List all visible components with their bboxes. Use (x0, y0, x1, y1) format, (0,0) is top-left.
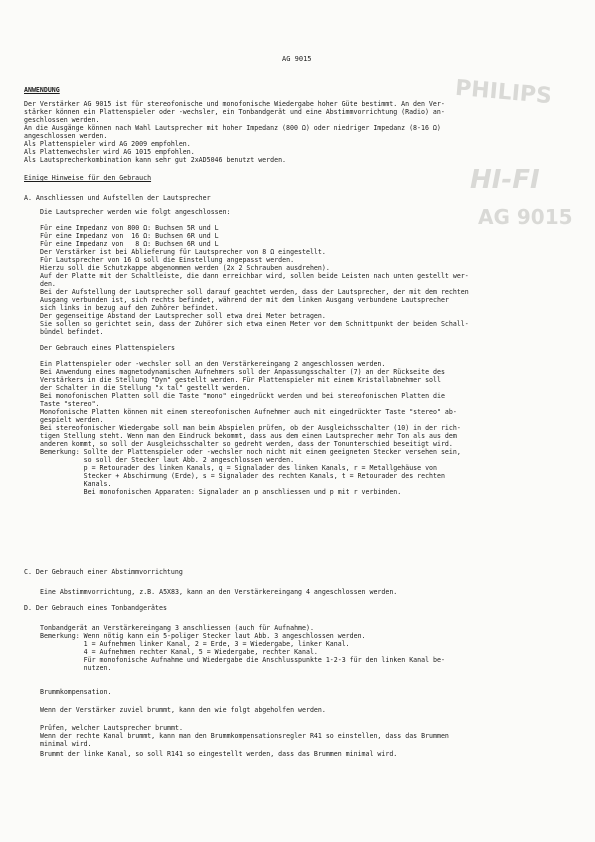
text-line: nutzen. (40, 664, 112, 672)
text-line: Für Lautsprecher von 16 Ω soll die Einstellung angepasst werden. (40, 256, 295, 264)
text-line: ANWENDUNG (24, 86, 60, 94)
text-line: Ausgang verbunden ist, sich rechts befindet, während der mit dem linken Ausgang verbundene Lautsprecher (40, 296, 449, 304)
text-line: Ein Plattenspieler oder -wechsler soll an den Verstärkereingang 2 angeschlossen werden. (40, 360, 386, 368)
text-line: Für eine Impedanz von 8 Ω: Buchsen 6R und L (40, 240, 219, 248)
text-line: Bemerkung: Sollte der Plattenspieler oder -wechsler noch nicht mit einem geeigneten Stecker versehen sein, (40, 448, 461, 456)
text-line: C. Der Gebrauch einer Abstimmvorrichtung (24, 568, 183, 576)
text-line: A. Anschliessen und Aufstellen der Lautsprecher (24, 194, 211, 202)
text-line: bündel befindet. (40, 328, 104, 336)
text-line: Die Lautsprecher werden wie folgt angeschlossen: (40, 208, 231, 216)
text-line: gespielt werden. (40, 416, 104, 424)
watermark-hifi: HI-FI (470, 165, 540, 195)
text-line: Brummt der linke Kanal, so soll R141 so eingestellt werden, dass das Brummen minimal wird. (40, 750, 398, 758)
text-line: Für monofonische Aufnahme und Wiedergabe die Anschlusspunkte 1-2-3 für den linken Kanal be- (40, 656, 445, 664)
text-line: Für eine Impedanz von 800 Ω: Buchsen 5R und L (40, 224, 219, 232)
text-line: Prüfen, welcher Lautsprecher brummt. (40, 724, 183, 732)
watermark-model: AG 9015 (478, 205, 573, 229)
text-line: Einige Hinweise für den Gebrauch (24, 174, 152, 182)
text-line: anderen kommt, so soll der Ausgleichsschalter so gedreht werden, dass der Tonunterschied beseitigt wird. (40, 440, 453, 448)
text-line: An die Ausgänge können nach Wahl Lautsprecher mit hoher Impedanz (800 Ω) oder niedriger Impedanz (8-16 Ω) (24, 124, 441, 132)
text-line: Wenn der Verstärker zuviel brummt, kann den wie folgt abgeholfen werden. (40, 706, 326, 714)
text-line: sich links in bezug auf den Zuhörer befindet. (40, 304, 219, 312)
text-line: tigen Stellung steht. Wenn man den Eindruck bekommt, dass aus dem einen Lautsprecher mehr Ton als aus dem (40, 432, 457, 440)
text-line: den. (40, 280, 56, 288)
text-line: Sie sollen so gerichtet sein, dass der Zuhörer sich etwa einen Meter vor dem Schnittpunkt der beiden Schall- (40, 320, 469, 328)
text-line: D. Der Gebrauch eines Tonbandgerätes (24, 604, 167, 612)
text-line: Kanals. (40, 480, 112, 488)
text-line: stärker können ein Plattenspieler oder -wechsler, ein Tonbandgerät und eine Abstimmvorrichtung (Radio) an- (24, 108, 445, 116)
text-line: Wenn der rechte Kanal brummt, kann man den Brummkompensationsregler R41 so einstellen, dass das Brummen (40, 732, 449, 740)
text-line: minimal wird. (40, 740, 92, 748)
text-line: Der Verstärker AG 9015 ist für stereofonische und monofonische Wiedergabe hoher Güte bestimmt. An den Ver- (24, 100, 445, 108)
text-line: Taste "stereo". (40, 400, 100, 408)
text-line: Für eine Impedanz von 16 Ω: Buchsen 6R und L (40, 232, 219, 240)
text-line: 4 = Aufnehmen rechter Kanal, 5 = Wiedergabe, rechter Kanal. (40, 648, 318, 656)
text-line: Der gegenseitige Abstand der Lautsprecher soll etwa drei Meter betragen. (40, 312, 326, 320)
text-line: Als Plattenwechsler wird AG 1015 empfohlen. (24, 148, 195, 156)
text-line: Brummkompensation. (40, 688, 112, 696)
text-line: Bei Anwendung eines magnetodynamischen Aufnehmers soll der Anpassungsschalter (7) an der Rückseite des (40, 368, 445, 376)
text-line: Bei stereofonischer Wiedergabe soll man beim Abspielen prüfen, ob der Ausgleichsschalter (10) in der rich- (40, 424, 461, 432)
text-line: Als Lautsprecherkombination kann sehr gut 2xAD5046 benutzt werden. (24, 156, 287, 164)
text-line: 1 = Aufnehmen linker Kanal, 2 = Erde, 3 = Wiedergabe, linker Kanal. (40, 640, 350, 648)
text-line: Der Gebrauch eines Plattenspielers (40, 344, 175, 352)
text-line: Tonbandgerät an Verstärkereingang 3 anschliessen (auch für Aufnahme). (40, 624, 314, 632)
text-line: Eine Abstimmvorrichtung, z.B. A5X83, kann an den Verstärkereingang 4 angeschlossen werden. (40, 588, 398, 596)
text-line: Stecker + Abschirmung (Erde), s = Signalader des rechten Kanals, t = Retourader des rechten (40, 472, 445, 480)
text-line: Der Verstärker ist bei Ablieferung für Lautsprecher von 8 Ω eingestellt. (40, 248, 326, 256)
text-line: angeschlossen werden. (24, 132, 108, 140)
text-line: Monofonische Platten können mit einem stereofonischen Aufnehmer auch mit eingedrückter Taste "stereo" ab- (40, 408, 457, 416)
text-line: Hierzu soll die Schutzkappe abgenommen werden (2x 2 Schrauben ausdrehen). (40, 264, 330, 272)
text-line: Verstärkers in die Stellung "Dyn" gestellt werden. Für Plattenspieler mit einem Kristallabnehmer soll (40, 376, 441, 384)
text-line: p = Retourader des linken Kanals, q = Signalader des linken Kanals, r = Metallgehäuse von (40, 464, 437, 472)
text-line: so soll der Stecker laut Abb. 2 angeschlossen werden. (40, 456, 295, 464)
document-code: AG 9015 (282, 55, 312, 63)
text-line: Bei monofonischen Apparaten: Signalader an p anschliessen und p mit r verbinden. (40, 488, 402, 496)
text-line: Auf der Platte mit der Schaltleiste, die dann erreichbar wird, sollen beide Leisten nach unten gestellt wer- (40, 272, 469, 280)
text-line: Bei monofonischen Platten soll die Taste "mono" eingedrückt werden und bei stereofonischen Platten die (40, 392, 445, 400)
text-line: Als Plattenspieler wird AG 2009 empfohlen. (24, 140, 191, 148)
watermark-brand: PHILIPS (454, 75, 553, 110)
text-line: Bei der Aufstellung der Lautsprecher soll darauf geachtet werden, dass der Lautsprecher, der mit dem rechten (40, 288, 469, 296)
text-line: geschlossen werden. (24, 116, 100, 124)
text-line: Bemerkung: Wenn nötig kann ein 5-poliger Stecker laut Abb. 3 angeschlossen werden. (40, 632, 366, 640)
text-line: der Schalter in die Stellung "x tal" gestellt werden. (40, 384, 251, 392)
